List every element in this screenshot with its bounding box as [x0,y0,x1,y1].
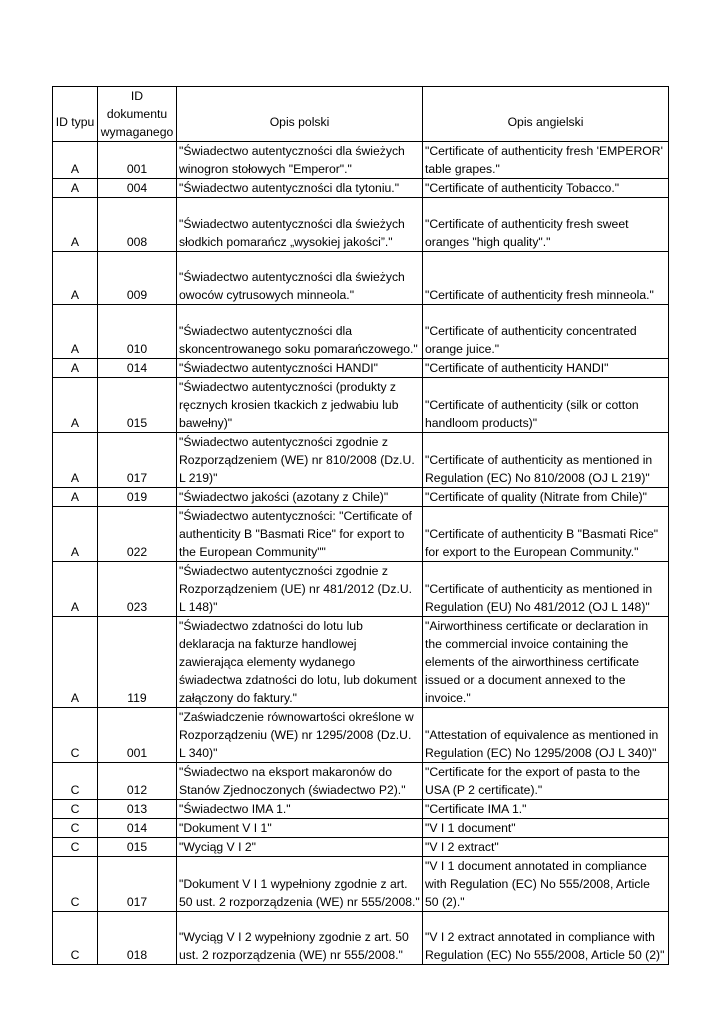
header-id-typu: ID typu [53,87,98,142]
id-dokumentu-cell: 019 [98,488,177,507]
id-typu-cell: A [53,378,98,433]
opis-polski-cell: "Dokument V I 1 wypełniony zgodnie z art. 50 ust. 2 rozporządzenia (WE) nr 555/2008." [177,857,423,912]
table-row [53,198,669,252]
header-id-line1: ID [130,89,144,103]
table-row [53,305,669,359]
table-row [53,142,669,179]
opis-angielski-cell: "Certificate of authenticity fresh minneola." [423,252,669,305]
id-dokumentu-cell: 004 [98,179,177,198]
id-dokumentu-cell: 119 [98,617,177,708]
opis-angielski-cell: "Certificate of authenticity HANDI" [423,359,669,378]
table-row [53,507,669,562]
table-row [53,800,669,819]
opis-polski-cell: "Świadectwo autentyczności dla świeżych owoców cytrusowych minneola." [177,252,423,305]
opis-polski-cell: "Dokument V I 1" [177,819,423,838]
id-typu-cell: C [53,912,98,965]
opis-angielski-cell: "Attestation of equivalence as mentioned in Regulation (EC) No 1295/2008 (OJ L 340)" [423,708,669,763]
id-dokumentu-cell: 018 [98,912,177,965]
id-dokumentu-cell: 008 [98,198,177,252]
header-id-dokumentu [98,87,177,142]
opis-polski-cell: "Świadectwo autentyczności dla tytoniu." [177,179,423,198]
table-row [53,252,669,305]
id-dokumentu-cell: 001 [98,142,177,179]
opis-polski-cell: "Wyciąg V I 2" [177,838,423,857]
opis-angielski-cell: "Certificate of authenticity (silk or cotton handloom products)" [423,378,669,433]
id-typu-cell: A [53,142,98,179]
opis-angielski-cell: "Certificate of authenticity fresh sweet oranges "high quality"." [423,198,669,252]
id-dokumentu-cell: 023 [98,562,177,617]
table-row [53,433,669,488]
header-id-line2: dokumentu [106,107,168,121]
opis-angielski-cell: "Certificate of authenticity as mentioned in Regulation (EC) No 810/2008 (OJ L 219)" [423,433,669,488]
opis-angielski-cell: "Certificate of authenticity as mentioned in Regulation (EU) No 481/2012 (OJ L 148)" [423,562,669,617]
table-row [53,359,669,378]
opis-angielski-cell: "V I 1 document annotated in compliance with Regulation (EC) No 555/2008, Article 50 (2)." [423,857,669,912]
opis-angielski-cell: "V I 2 extract" [423,838,669,857]
opis-angielski-cell: "Certificate of quality (Nitrate from Chile)" [423,488,669,507]
opis-angielski-cell: "Certificate of authenticity fresh 'EMPEROR' table grapes." [423,142,669,179]
id-typu-cell: C [53,819,98,838]
table-row [53,179,669,198]
table-row [53,819,669,838]
opis-polski-cell: "Świadectwo jakości (azotany z Chile)" [177,488,423,507]
id-typu-cell: C [53,708,98,763]
opis-polski-cell: "Świadectwo IMA 1." [177,800,423,819]
opis-polski-cell: "Świadectwo autentyczności dla skoncentrowanego soku pomarańczowego." [177,305,423,359]
table-row [53,488,669,507]
table-row [53,562,669,617]
id-typu-cell: A [53,252,98,305]
opis-polski-cell: "Zaświadczenie równowartości określone w Rozporządzeniu (WE) nr 1295/2008 (Dz.U. L 340)" [177,708,423,763]
id-dokumentu-cell: 017 [98,857,177,912]
opis-polski-cell: "Świadectwo autentyczności zgodnie z Rozporządzeniem (UE) nr 481/2012 (Dz.U. L 148)" [177,562,423,617]
opis-angielski-cell: "Certificate of authenticity Tobacco." [423,179,669,198]
id-typu-cell: C [53,838,98,857]
id-dokumentu-cell: 009 [98,252,177,305]
id-typu-cell: A [53,617,98,708]
table-body [53,142,669,965]
id-dokumentu-cell: 012 [98,763,177,800]
header-row [53,87,669,142]
table-row [53,857,669,912]
id-dokumentu-cell: 014 [98,819,177,838]
table-row [53,838,669,857]
id-dokumentu-cell: 022 [98,507,177,562]
opis-angielski-cell: "Certificate IMA 1." [423,800,669,819]
table-row [53,763,669,800]
header-opis-angielski: Opis angielski [423,87,669,142]
opis-polski-cell: "Świadectwo autentyczności: "Certificate of authenticity B "Basmati Rice" for export to the European Community"" [177,507,423,562]
id-dokumentu-cell: 017 [98,433,177,488]
id-typu-cell: C [53,800,98,819]
opis-polski-cell: "Świadectwo na eksport makaronów do Stanów Zjednoczonych (świadectwo P2)." [177,763,423,800]
table-row [53,617,669,708]
opis-polski-cell: "Świadectwo zdatności do lotu lub deklaracja na fakturze handlowej zawierająca elementy wydanego świadectwa zdatności do lotu, lub dokument załączony do faktury." [177,617,423,708]
id-typu-cell: A [53,433,98,488]
opis-polski-cell: "Świadectwo autentyczności zgodnie z Rozporządzeniem (WE) nr 810/2008 (Dz.U. L 219)" [177,433,423,488]
id-dokumentu-cell: 013 [98,800,177,819]
documents-table [52,86,669,965]
table-row [53,708,669,763]
id-dokumentu-cell: 015 [98,838,177,857]
opis-polski-cell: "Świadectwo autentyczności (produkty z ręcznych krosien tkackich z jedwabiu lub bawełny)" [177,378,423,433]
opis-polski-cell: "Świadectwo autentyczności HANDI" [177,359,423,378]
opis-polski-cell: "Świadectwo autentyczności dla świeżych słodkich pomarańcz „wysokiej jakości”." [177,198,423,252]
opis-angielski-cell: "V I 1 document" [423,819,669,838]
opis-angielski-cell: "Certificate for the export of pasta to the USA (P 2 certificate)." [423,763,669,800]
id-typu-cell: A [53,359,98,378]
id-typu-cell: C [53,763,98,800]
id-typu-cell: A [53,562,98,617]
table-row [53,378,669,433]
opis-angielski-cell: "V I 2 extract annotated in compliance with Regulation (EC) No 555/2008, Article 50 (2)" [423,912,669,965]
header-opis-polski: Opis polski [177,87,423,142]
id-typu-cell: C [53,857,98,912]
opis-angielski-cell: "Airworthiness certificate or declaration in the commercial invoice containing the elements of the airworthiness certificate issued or a document annexed to the invoice." [423,617,669,708]
opis-polski-cell: "Świadectwo autentyczności dla świeżych winogron stołowych "Emperor"." [177,142,423,179]
id-dokumentu-cell: 014 [98,359,177,378]
id-dokumentu-cell: 001 [98,708,177,763]
id-typu-cell: A [53,198,98,252]
id-typu-cell: A [53,507,98,562]
id-typu-cell: A [53,488,98,507]
id-dokumentu-cell: 015 [98,378,177,433]
id-dokumentu-cell: 010 [98,305,177,359]
id-typu-cell: A [53,179,98,198]
header-id-line3: wymaganego [100,125,174,139]
opis-polski-cell: "Wyciąg V I 2 wypełniony zgodnie z art. 50 ust. 2 rozporządzenia (WE) nr 555/2008." [177,912,423,965]
table-row [53,912,669,965]
opis-angielski-cell: "Certificate of authenticity concentrated orange juice." [423,305,669,359]
id-typu-cell: A [53,305,98,359]
opis-angielski-cell: "Certificate of authenticity B "Basmati Rice" for export to the European Community." [423,507,669,562]
